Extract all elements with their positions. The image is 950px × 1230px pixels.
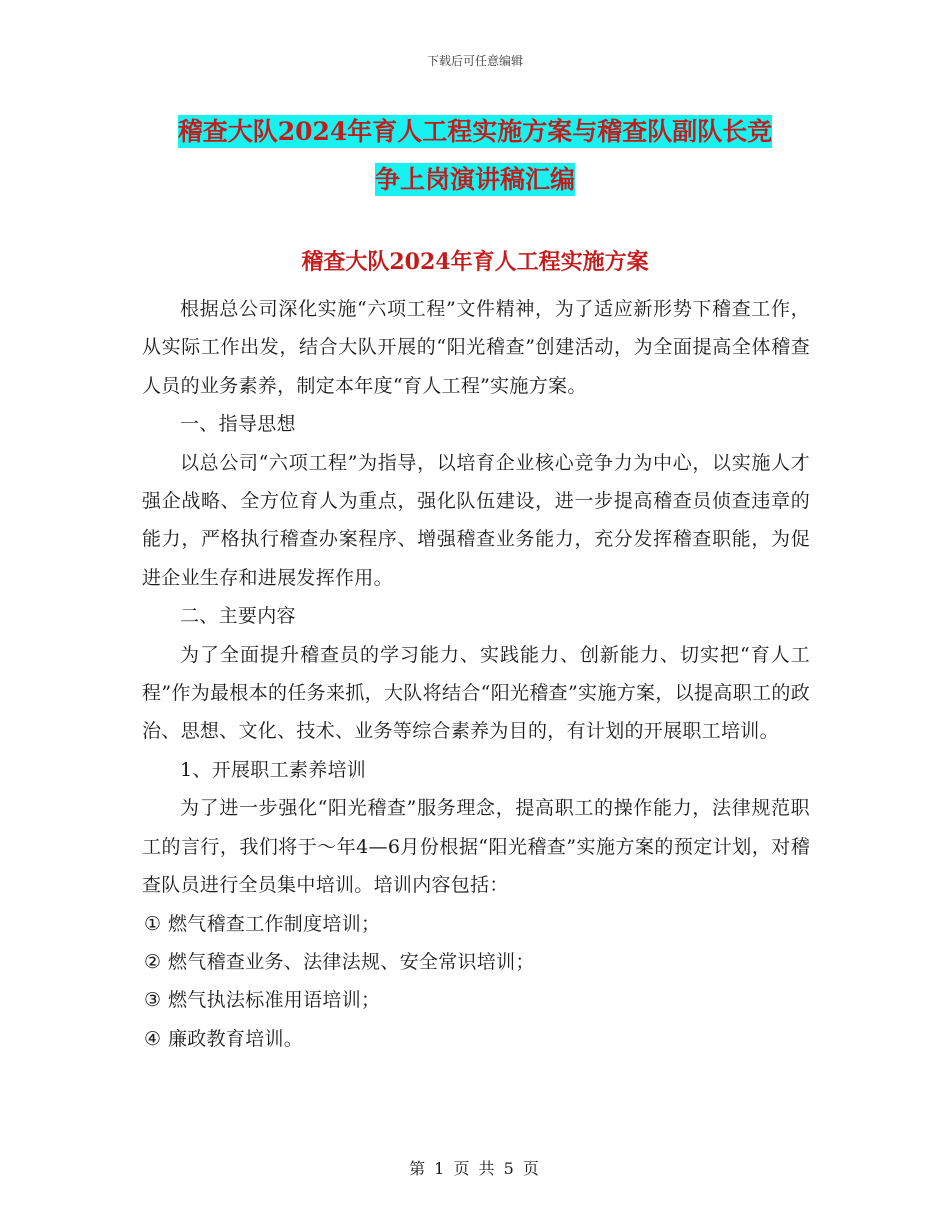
heading-main-content: 二、主要内容 [180, 605, 296, 628]
list-item: ④ 廉政教育培训。 [144, 1027, 304, 1050]
heading-training: 1、开展职工素养培训 [180, 758, 367, 781]
section-title: 稽查大队2024年育人工程实施方案 [301, 249, 649, 275]
paragraph-training: 为了进一步强化“阳光稽查”服务理念，提高职工的操作能力，法律规范职工的言行，我们将于～年4—6月份根据“阳光稽查”实施方案的预定计划，对稽查队员进行全员集中培训。培训内容包括： [142, 797, 810, 897]
page-footer: 第 1 页 共 5 页 [409, 1159, 541, 1178]
paragraph-guiding-ideology: 以总公司“六项工程”为指导，以培育企业核心竞争力为中心，以实施人才强企战略、全方位育人为重点，强化队伍建设，进一步提高稽查员侦查违章的能力，严格执行稽查办案程序、增强稽查业务能力，充分发挥稽查职能，为促进企业生存和进展发挥作用。 [142, 451, 810, 589]
title-line-1: 稽查大队2024年育人工程实施方案与稽查队副队长竞 [177, 117, 773, 146]
list-item: ① 燃气稽查工作制度培训； [144, 912, 381, 935]
paragraph-main-content: 为了全面提升稽查员的学习能力、实践能力、创新能力、切实把“育人工程”作为最根本的任务来抓，大队将结合“阳光稽查”实施方案，以提高职工的政治、思想、文化、技术、业务等综合素养为目的，有计划的开展职工培训。 [142, 643, 810, 743]
heading-guiding-ideology: 一、指导思想 [180, 413, 296, 436]
paragraph-intro: 根据总公司深化实施“六项工程”文件精神，为了适应新形势下稽查工作，从实际工作出发，结合大队开展的“阳光稽查”创建活动，为全面提高全体稽查人员的业务素养，制定本年度“育人工程”实施方案。 [142, 298, 810, 397]
header-note: 下载后可任意编辑 [426, 54, 523, 68]
list-item: ② 燃气稽查业务、法律法规、安全常识培训； [144, 950, 535, 973]
document-title [0, 108, 950, 204]
list-item: ③ 燃气执法标准用语培训； [144, 989, 381, 1012]
title-line-2: 争上岗演讲稿汇编 [374, 165, 575, 194]
body-text [142, 290, 810, 1058]
